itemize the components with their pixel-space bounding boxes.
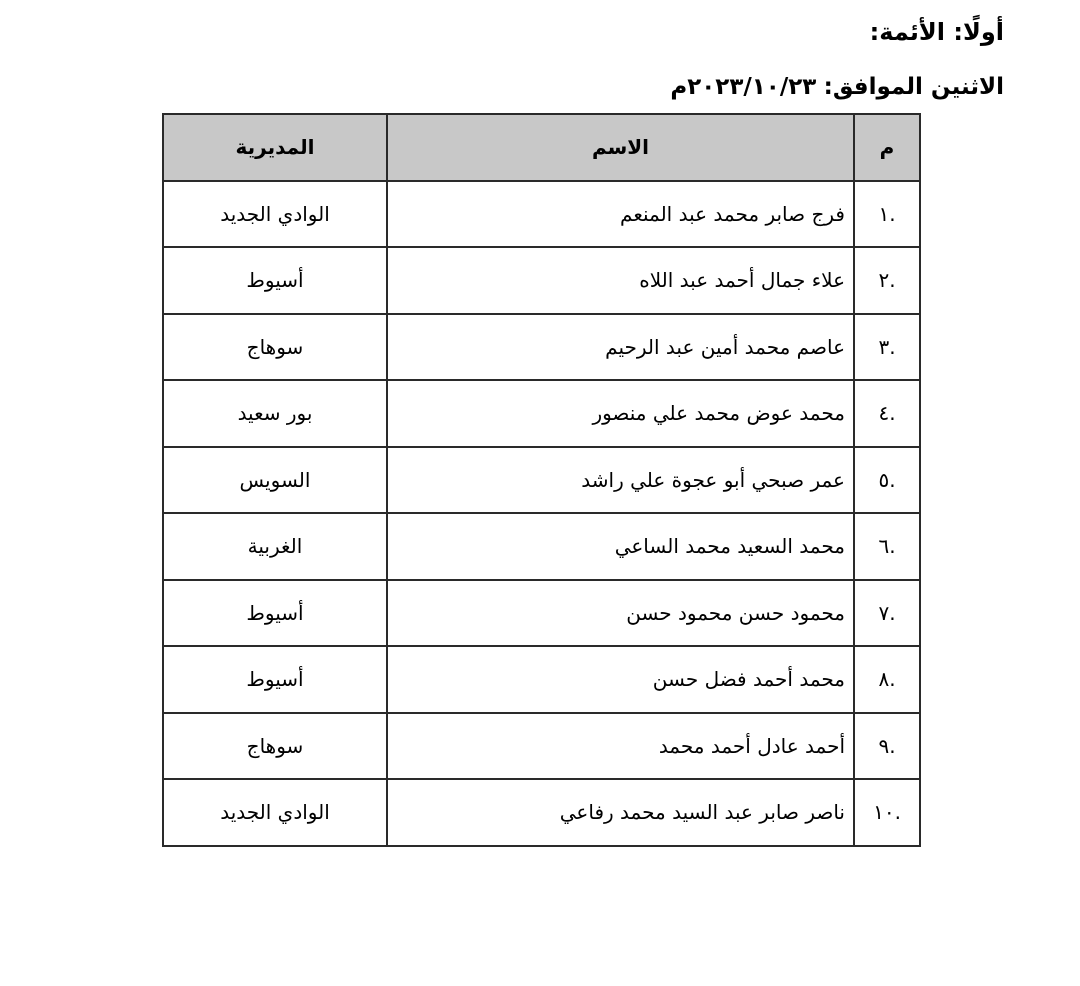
table-row [163, 580, 920, 647]
directorate-name: السويس [163, 447, 387, 514]
section-title [870, 18, 1004, 46]
row-number: .٣ [854, 314, 920, 381]
directorate-name: أسيوط [163, 247, 387, 314]
directorate-name: سوهاج [163, 314, 387, 381]
table-row [163, 447, 920, 514]
imam-name: عمر صبحي أبو عجوة علي راشد [387, 447, 854, 514]
directorate-name: أسيوط [163, 646, 387, 713]
date-line [670, 74, 1004, 100]
imam-name: علاء جمال أحمد عبد اللاه [387, 247, 854, 314]
table-row [163, 181, 920, 248]
row-number: .٦ [854, 513, 920, 580]
imam-name: محمد عوض محمد علي منصور [387, 380, 854, 447]
row-number: .٥ [854, 447, 920, 514]
table-row [163, 646, 920, 713]
table-row [163, 380, 920, 447]
column-header-directorate: المديرية [163, 114, 387, 181]
directorate-name: سوهاج [163, 713, 387, 780]
column-header-name: الاسم [387, 114, 854, 181]
directorate-name: أسيوط [163, 580, 387, 647]
table-row [163, 314, 920, 381]
table-body [163, 181, 920, 846]
table-header-row [163, 114, 920, 181]
table-row [163, 779, 920, 846]
table-row [163, 713, 920, 780]
directorate-name: الغربية [163, 513, 387, 580]
row-number: .٢ [854, 247, 920, 314]
directorate-name: الوادي الجديد [163, 779, 387, 846]
date-day-label: الاثنين الموافق: [823, 74, 1004, 100]
table-header [163, 114, 920, 181]
row-number: .١ [854, 181, 920, 248]
imam-name: محمد السعيد محمد الساعي [387, 513, 854, 580]
column-header-number: م [854, 114, 920, 181]
date-value: ٢٠٢٣/١٠/٢٣م [670, 74, 817, 100]
directorate-name: بور سعيد [163, 380, 387, 447]
row-number: .١٠ [854, 779, 920, 846]
imam-name: فرج صابر محمد عبد المنعم [387, 181, 854, 248]
imam-name: محمود حسن محمود حسن [387, 580, 854, 647]
section-title-text: أولًا: الأئمة: [869, 18, 1004, 46]
imam-name: ناصر صابر عبد السيد محمد رفاعي [387, 779, 854, 846]
row-number: .٩ [854, 713, 920, 780]
imam-name: عاصم محمد أمين عبد الرحيم [387, 314, 854, 381]
row-number: .٤ [854, 380, 920, 447]
imam-name: محمد أحمد فضل حسن [387, 646, 854, 713]
imams-table [162, 113, 921, 847]
imam-name: أحمد عادل أحمد محمد [387, 713, 854, 780]
table-row [163, 513, 920, 580]
row-number: .٧ [854, 580, 920, 647]
directorate-name: الوادي الجديد [163, 181, 387, 248]
row-number: .٨ [854, 646, 920, 713]
table-row [163, 247, 920, 314]
